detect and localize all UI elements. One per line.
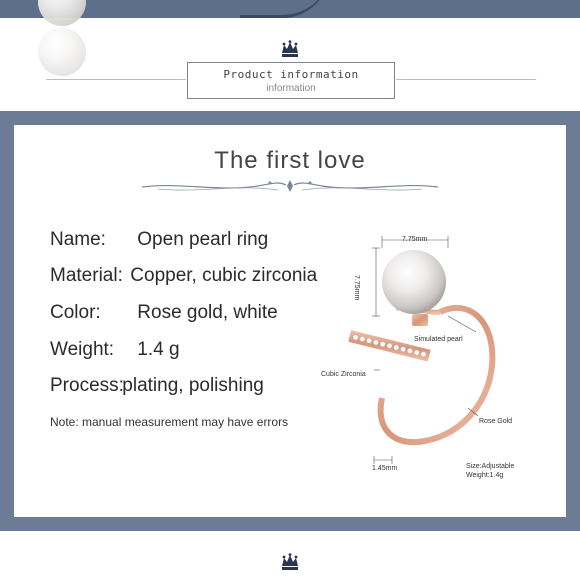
spec-material-row: Material: Copper, cubic zirconia xyxy=(50,265,318,286)
simulated-pearl-label: Simulated pearl xyxy=(414,336,463,343)
spec-color-value: Rose gold, white xyxy=(137,302,278,323)
ring-band xyxy=(381,308,493,442)
measurement-note: Note: manual measurement may have errors xyxy=(50,415,289,429)
spec-weight-value: 1.4 g xyxy=(137,339,180,360)
spec-color-label: Color: xyxy=(50,302,101,323)
weight-spec-label: Weight:1.4g xyxy=(466,472,504,479)
crown-icon xyxy=(280,553,300,571)
spec-color-row xyxy=(50,302,278,324)
pearl-decoration-top xyxy=(38,0,86,26)
rose-gold-label: Rose Gold xyxy=(479,418,513,425)
pearl-decoration-reflection xyxy=(38,28,86,76)
zirconia-bar xyxy=(348,330,430,361)
cubic-zirconia-label: Cubic Zirconia xyxy=(321,371,366,378)
spec-name-value: Open pearl ring xyxy=(137,229,269,250)
spec-weight-row xyxy=(50,339,180,361)
spec-process-value: plating, polishing xyxy=(122,375,264,396)
banner-curve xyxy=(240,0,330,18)
header-rule-left xyxy=(46,79,186,80)
spec-name-row xyxy=(50,229,268,251)
bottom-separator xyxy=(0,523,580,531)
spec-material-value: Copper, cubic zirconia xyxy=(130,265,318,286)
band-width-label: 1.45mm xyxy=(372,465,398,472)
card-title: The first love xyxy=(214,147,366,174)
size-label: Size:Adjustable xyxy=(466,463,515,470)
section-header xyxy=(187,62,395,99)
section-subtitle: information xyxy=(266,83,316,94)
spec-weight-label: Weight: xyxy=(50,339,115,360)
crown-icon xyxy=(280,40,300,58)
header-rule-right xyxy=(396,79,536,80)
pearl xyxy=(382,250,446,314)
section-title: Product information xyxy=(223,68,359,81)
top-banner-band xyxy=(0,0,580,18)
flourish-divider xyxy=(138,178,442,194)
pearl-height-label: 7.75mm xyxy=(353,275,360,301)
pearl-width-label: 7.75mm xyxy=(402,236,428,243)
ring-diagram xyxy=(318,228,548,488)
spec-name-label: Name: xyxy=(50,229,106,250)
spec-process-row: Process: plating, polishing xyxy=(50,375,264,396)
